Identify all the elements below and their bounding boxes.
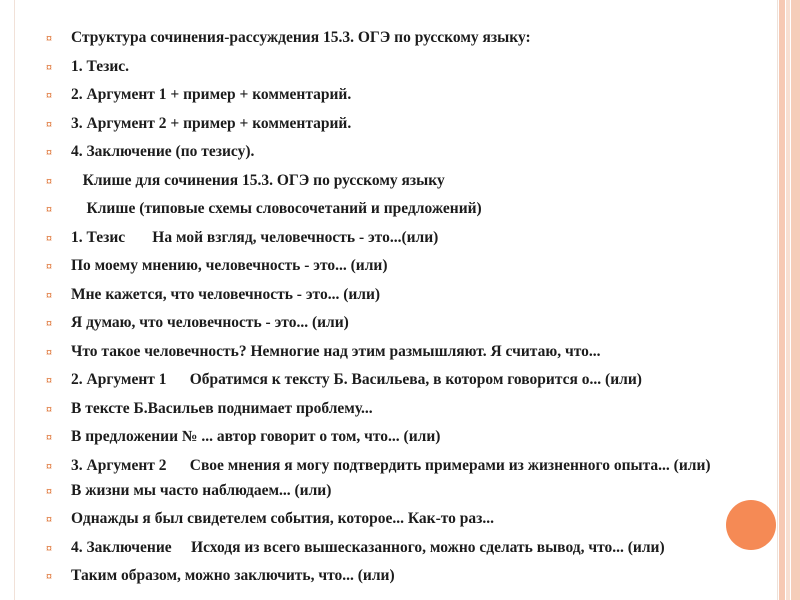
list-item-text: 4. Заключение Исходя из всего вышесказанного, можно сделать вывод, что... (или) — [71, 538, 665, 556]
list-item — [46, 142, 766, 161]
list-item — [46, 456, 766, 475]
list-item-text: Клише для сочинения 15.3. ОГЭ по русскому языку — [71, 171, 445, 189]
list-item-text: 2. Аргумент 1 Обратимся к тексту Б. Васильева, в котором говорится о... (или) — [71, 371, 642, 388]
list-item-text: Клише (типовые схемы словосочетаний и предложений) — [71, 200, 482, 217]
list-item-text: Таким образом, можно заключить, что... (или) — [71, 567, 395, 584]
list-item-text: Я думаю, что человечность - это... (или) — [71, 314, 349, 331]
list-item-text: 1. Тезис На мой взгляд, человечность - это...(или) — [71, 228, 439, 246]
list-item — [46, 566, 766, 585]
bullet-icon: ¤ — [46, 512, 52, 526]
list-item-text: Структура сочинения-рассуждения 15.3. ОГЭ по русскому языку: — [71, 29, 531, 46]
list-item — [46, 285, 766, 304]
slide-text-list — [46, 28, 766, 595]
list-item-text: 3. Аргумент 2 + пример + комментарий. — [71, 114, 352, 132]
list-item — [46, 399, 766, 418]
list-item — [46, 199, 766, 218]
bullet-icon: ¤ — [46, 31, 52, 45]
list-item — [46, 256, 766, 275]
bullet-icon: ¤ — [46, 401, 52, 416]
list-item — [46, 28, 766, 47]
list-item-text: 2. Аргумент 1 + пример + комментарий. — [71, 86, 352, 103]
bullet-icon: ¤ — [46, 569, 52, 583]
decorative-stripe — [786, 0, 790, 600]
left-margin — [0, 0, 12, 600]
bullet-icon: ¤ — [46, 59, 52, 74]
bullet-icon: ¤ — [46, 230, 52, 245]
bullet-icon: ¤ — [46, 430, 52, 444]
list-item-text: 4. Заключение (по тезису). — [71, 143, 255, 160]
bullet-icon: ¤ — [46, 287, 52, 302]
list-item — [46, 228, 766, 247]
list-item — [46, 370, 766, 389]
list-item — [46, 342, 766, 361]
list-item — [46, 57, 766, 76]
list-item — [46, 481, 766, 500]
list-item-text: Однажды я был свидетелем события, которое... Как-то раз... — [71, 510, 494, 527]
list-item — [46, 171, 766, 190]
decorative-stripe — [791, 0, 800, 600]
bullet-icon: ¤ — [46, 88, 52, 102]
bullet-icon: ¤ — [46, 540, 52, 555]
list-item-text: 1. Тезис. — [71, 57, 130, 75]
list-item-text: Что такое человечность? Немногие над этим размышляют. Я считаю, что... — [71, 342, 601, 360]
list-item-text: В жизни мы часто наблюдаем... (или) — [71, 481, 332, 499]
bullet-icon: ¤ — [46, 483, 52, 498]
list-item-text: По моему мнению, человечность - это... (или) — [71, 257, 388, 274]
list-item-text: В тексте Б.Васильев поднимает проблему... — [71, 399, 373, 417]
list-item-text: Мне кажется, что человечность - это... (или) — [71, 285, 381, 303]
list-item-text: 3. Аргумент 2 Свое мнения я могу подтвердить примерами из жизненного опыта... (или) — [71, 456, 711, 474]
bullet-icon: ¤ — [46, 458, 52, 473]
bullet-icon: ¤ — [46, 316, 52, 330]
list-item — [46, 85, 766, 104]
bullet-icon: ¤ — [46, 344, 52, 359]
list-item-text: В предложении № ... автор говорит о том, что... (или) — [71, 428, 441, 445]
bullet-icon: ¤ — [46, 373, 52, 387]
bullet-icon: ¤ — [46, 145, 52, 159]
bullet-icon: ¤ — [46, 173, 52, 188]
bullet-icon: ¤ — [46, 259, 52, 273]
list-item — [46, 427, 766, 446]
bullet-icon: ¤ — [46, 116, 52, 131]
list-item — [46, 114, 766, 133]
decorative-stripe — [779, 0, 785, 600]
list-item — [46, 509, 766, 528]
bullet-icon: ¤ — [46, 202, 52, 216]
list-item — [46, 538, 766, 557]
list-item — [46, 313, 766, 332]
